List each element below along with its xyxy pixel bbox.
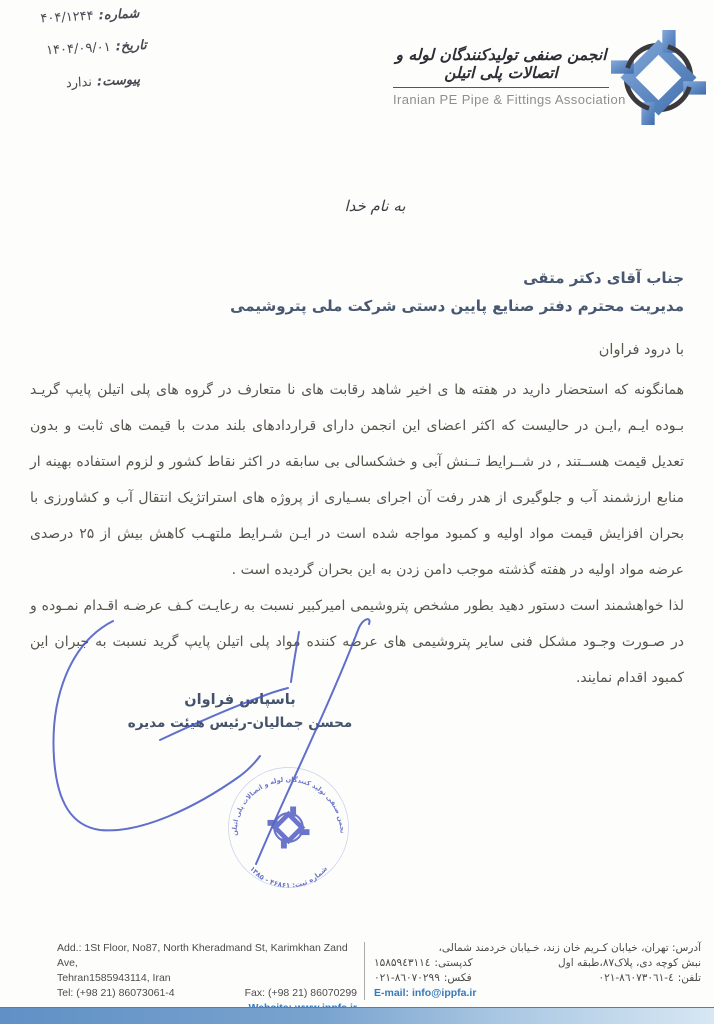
footer-fa-address2: نبش کوچه دی، پلاک۸۷،طبقه اول (558, 957, 701, 969)
footer-en-address2: Tehran1585943114, Iran (57, 972, 171, 984)
salutation: با درود فراوان (598, 342, 684, 358)
tel-label: تلفن: (677, 972, 701, 984)
date-label: تاریخ: (115, 37, 148, 55)
recipient-title: مدیریت محترم دفتر صنایع پایین دستی شرکت ملی پتروشیمی (230, 297, 684, 315)
signatory-name: محسن جمالیان-رئیس هیئت مدیره (127, 715, 353, 731)
letter-attachment-row (66, 72, 141, 91)
footer-english (57, 941, 357, 1016)
footer-accent-bar (0, 1007, 714, 1024)
letter-meta (30, 1, 216, 120)
email-label: E-mail: (374, 987, 410, 999)
recipient-block (30, 264, 684, 320)
footer-fa-fax (374, 971, 472, 986)
footer-en-address1: Add.: 1St Floor, No87, North Kheradmand St, Karimkhan Zand Ave, (57, 942, 348, 969)
number-value: ۴۰۴/۱۲۴۴ (40, 8, 95, 27)
footer-persian (374, 941, 701, 1001)
tel-value: ۰۲۱-۸٦۰۷۳۰٦۱-٤ (598, 972, 674, 984)
attachment-label: پیوست: (96, 72, 141, 90)
bismillah: به نام خدا (344, 197, 406, 215)
postal-label: کدپستی: (434, 957, 473, 969)
svg-text:شماره ثبت: ۴۶۸۶۱ - ۱۳۸۵ (248, 865, 329, 890)
footer-divider (364, 942, 365, 1000)
association-name-fa: انجمن صنفی تولیدکنندگان لوله و اتصالات پلی اتیلن (393, 46, 609, 88)
body-paragraph-1: همانگونه که استحضار دارید در هفته ها ی اخیر شاهد رقابت های نا متعارف در گروه های پلی اتیلن پایپ گریـد بـوده ایـم ,ایـن در حالیست که اکثر اعضای این انجمن دارای قراردادهای بلند مدت با قیمت های ثابت و بدون تعدیل قیمت هســتند , در شــرایط تــنش آبی و خشکسالی بی سابقه در اکثر نقاط کشور و لزوم استفاده بهینه ار منابع ارزشمند آب و جلوگیری از هدر رفت آن اجرای بسـیاری از پروژه های استراتژیک انتقال آب و کشاورزی با بحران افزایش قیمت مواد اولیه و کمبود مواجه شده است در ایـن شـرایط ملتهـب کاهش بیش از ۲۵ درصدی عرضه مواد اولیه در هفته گذشته موجب دامن زدن به این بحران گردیده است . (30, 382, 684, 578)
email-link[interactable]: info@ippfa.ir (411, 987, 477, 999)
number-label: شماره: (98, 6, 140, 24)
letter-number-row (40, 6, 140, 26)
date-value: ۱۴۰۴/۰۹/۰۱ (45, 39, 112, 59)
body-paragraph-2: لذا خواهشمند است دستور دهید بطور مشخص پتروشیمی امیرکبیر نسبت به رعایـت کـف عرضـه اقـدام نمـوده و در صـورت وجـود مشکل فنی سایر پتروشیمی های عرضه کننده مواد پلی اتیلن پایپ گرید نسبت به جبران این کمبود اقدام نمایند. (30, 598, 684, 686)
attachment-value: ندارد (65, 74, 93, 92)
footer-fa-postal (374, 956, 473, 971)
recipient-name: جناب آقای دکتر متقی (523, 269, 684, 287)
official-stamp-icon (218, 757, 359, 898)
stamp-ring-text-top: انجمن صنفی تولید کنندگان لوله و اتصالات پلی اتیلن (230, 775, 347, 836)
footer-fa-tel (598, 971, 701, 986)
footer-fa-address1: آدرس: تهران، خیابان کـریم خان زند، خـیابان خردمند شمالی، (438, 942, 701, 954)
letter-date-row (46, 38, 147, 58)
postal-value: ۱۵۸۵۹٤۳۱۱٤ (374, 957, 431, 969)
association-logo-icon (611, 27, 706, 128)
fax-value: ۰۲۱-۸٦۰۷۰۲۹۹ (374, 972, 440, 984)
association-name-en: Iranian PE Pipe & Fittings Association (393, 92, 626, 107)
footer-en-fax: Fax: (+98 21) 86070299 (244, 987, 357, 999)
stamp-center-logo (268, 807, 310, 849)
svg-text:انجمن صنفی تولید کنندگان لوله (230, 775, 346, 835)
stamp-ring-text-bottom: شماره ثبت: ۴۶۸۶۱ - ۱۳۸۵ (247, 864, 330, 890)
fax-label: فکس: (443, 972, 472, 984)
closing-phrase: باسپاس فراوان (184, 692, 296, 708)
footer-en-tel: Tel: (+98 21) 86073061-4 (57, 987, 175, 999)
letterhead (393, 46, 626, 107)
